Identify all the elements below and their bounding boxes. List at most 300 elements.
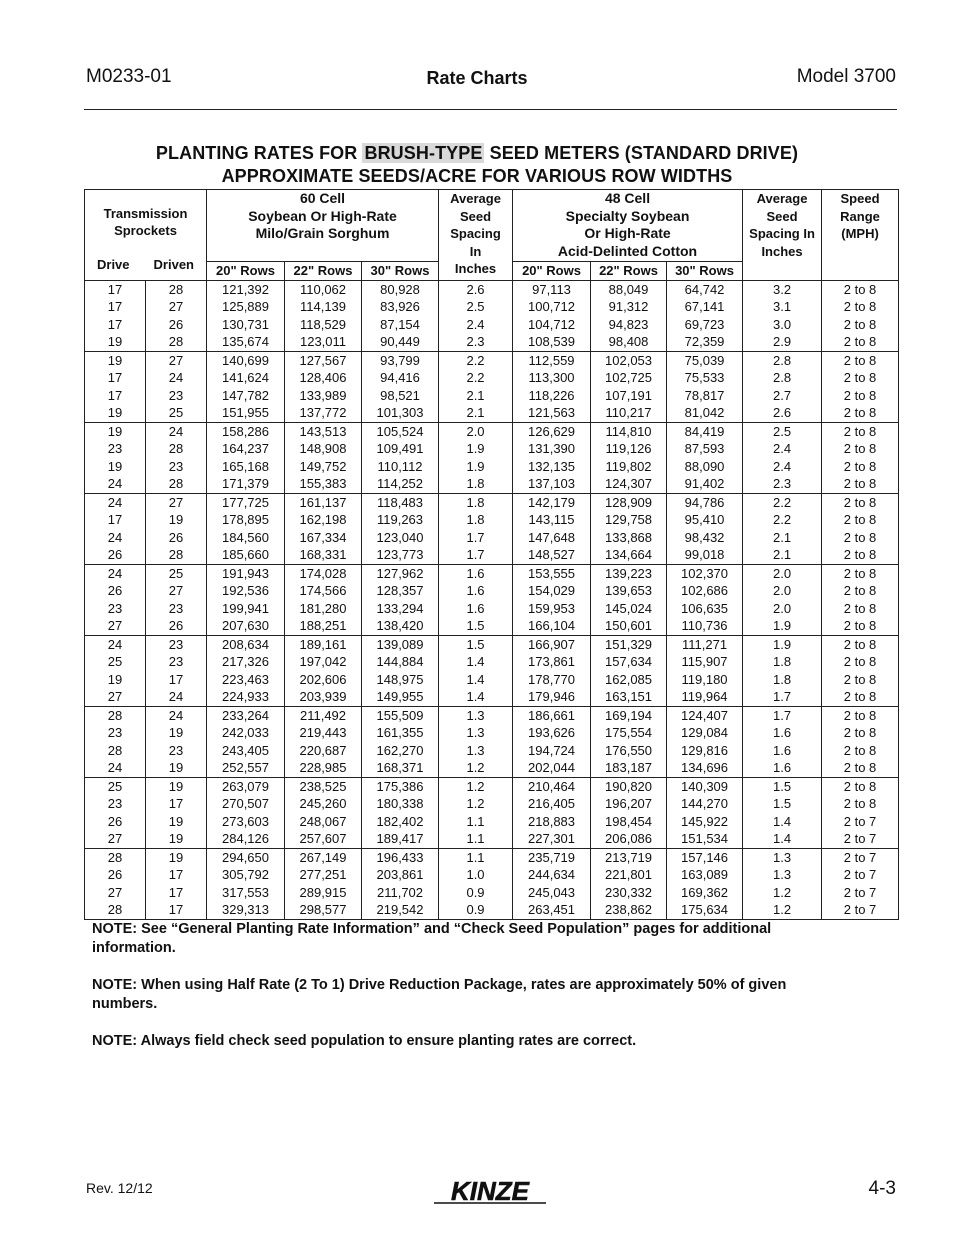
table-cell: 203,939 [285,688,362,706]
table-cell: 102,686 [667,582,743,600]
table-cell: 118,226 [513,387,591,405]
table-cell: 108,539 [513,333,591,351]
table-cell: 69,723 [667,316,743,334]
table-cell: 1.9 [743,635,822,653]
table-cell: 171,379 [207,475,285,493]
table-cell: 191,943 [207,564,285,582]
table-cell: 105,524 [362,422,439,440]
rate-table-body [85,280,899,919]
table-cell: 1.2 [439,795,513,813]
table-cell: 218,883 [513,813,591,831]
table-cell: 90,449 [362,333,439,351]
table-cell: 1.6 [439,582,513,600]
table-row [85,511,899,529]
table-cell: 157,146 [667,848,743,866]
table-cell: 130,731 [207,316,285,334]
table-cell: 1.3 [743,866,822,884]
table-cell: 145,024 [591,600,667,618]
table-cell: 140,309 [667,777,743,795]
table-cell: 238,525 [285,777,362,795]
table-cell: 1.5 [439,617,513,635]
table-cell: 2 to 8 [822,635,899,653]
table-cell: 19 [85,671,146,689]
table-cell: 1.8 [743,671,822,689]
table-cell: 114,139 [285,298,362,316]
table-cell: 189,161 [285,635,362,653]
table-cell: 91,312 [591,298,667,316]
table-cell: 230,332 [591,884,667,902]
cell48-header: 48 Cell Specialty Soybean Or High-Rate Acid-Delinted Cotton [513,190,743,262]
table-cell: 25 [146,404,207,422]
table-cell: 2 to 8 [822,600,899,618]
table-cell: 220,687 [285,742,362,760]
table-cell: 123,773 [362,546,439,564]
table-cell: 121,392 [207,280,285,298]
cell60-header: 60 Cell Soybean Or High-Rate Milo/Grain Sorghum [207,190,439,262]
table-cell: 1.8 [439,511,513,529]
table-cell: 2.1 [439,387,513,405]
table-cell: 162,085 [591,671,667,689]
table-cell: 139,223 [591,564,667,582]
table-row [85,884,899,902]
table-cell: 3.0 [743,316,822,334]
table-cell: 1.0 [439,866,513,884]
table-row [85,529,899,547]
table-cell: 93,799 [362,351,439,369]
table-cell: 161,137 [285,493,362,511]
table-cell: 94,416 [362,369,439,387]
table-cell: 28 [85,706,146,724]
table-cell: 2 to 8 [822,617,899,635]
table-cell: 2 to 8 [822,333,899,351]
table-cell: 161,355 [362,724,439,742]
table-cell: 2 to 8 [822,546,899,564]
table-cell: 24 [146,706,207,724]
table-cell: 17 [146,901,207,919]
table-cell: 25 [85,777,146,795]
table-cell: 129,758 [591,511,667,529]
table-cell: 2 to 8 [822,422,899,440]
table-cell: 219,542 [362,901,439,919]
table-row [85,617,899,635]
table-cell: 110,112 [362,458,439,476]
table-cell: 23 [85,440,146,458]
table-cell: 1.2 [439,777,513,795]
table-cell: 248,067 [285,813,362,831]
table-cell: 284,126 [207,830,285,848]
col-60-22in: 22" Rows [285,262,362,281]
table-cell: 111,271 [667,635,743,653]
table-cell: 0.9 [439,884,513,902]
table-cell: 25 [146,564,207,582]
table-cell: 206,086 [591,830,667,848]
table-cell: 127,962 [362,564,439,582]
table-cell: 1.5 [439,635,513,653]
table-row [85,813,899,831]
table-cell: 102,053 [591,351,667,369]
table-cell: 88,049 [591,280,667,298]
table-cell: 1.4 [439,688,513,706]
table-cell: 139,089 [362,635,439,653]
table-row [85,671,899,689]
table-cell: 24 [146,422,207,440]
table-cell: 1.4 [439,671,513,689]
col-48-20in: 20" Rows [513,262,591,281]
table-cell: 192,536 [207,582,285,600]
table-cell: 2 to 8 [822,529,899,547]
table-cell: 203,861 [362,866,439,884]
table-row [85,688,899,706]
table-cell: 144,270 [667,795,743,813]
table-cell: 17 [146,884,207,902]
table-cell: 72,359 [667,333,743,351]
table-cell: 26 [146,316,207,334]
avg-spacing-header-60: Average Seed Spacing In Inches [439,190,513,281]
table-cell: 1.7 [743,688,822,706]
table-cell: 2 to 8 [822,298,899,316]
table-cell: 119,964 [667,688,743,706]
table-cell: 185,660 [207,546,285,564]
table-cell: 129,084 [667,724,743,742]
table-row [85,458,899,476]
table-cell: 1.6 [743,724,822,742]
table-cell: 2 to 8 [822,280,899,298]
table-cell: 133,989 [285,387,362,405]
table-cell: 263,079 [207,777,285,795]
table-cell: 64,742 [667,280,743,298]
table-cell: 242,033 [207,724,285,742]
table-cell: 257,607 [285,830,362,848]
table-cell: 164,237 [207,440,285,458]
kinze-logo [430,1176,550,1206]
table-cell: 211,702 [362,884,439,902]
table-cell: 101,303 [362,404,439,422]
table-row [85,635,899,653]
table-cell: 177,725 [207,493,285,511]
driven-header: Driven [153,256,194,272]
table-cell: 1.2 [439,759,513,777]
table-cell: 149,955 [362,688,439,706]
table-cell: 2.2 [439,351,513,369]
table-cell: 1.8 [439,475,513,493]
table-cell: 154,029 [513,582,591,600]
table-cell: 193,626 [513,724,591,742]
table-cell: 141,624 [207,369,285,387]
table-cell: 19 [146,724,207,742]
col-60-30in: 30" Rows [362,262,439,281]
table-cell: 1.1 [439,848,513,866]
table-row [85,742,899,760]
table-cell: 26 [85,582,146,600]
table-cell: 221,801 [591,866,667,884]
table-cell: 110,736 [667,617,743,635]
table-cell: 329,313 [207,901,285,919]
table-cell: 135,674 [207,333,285,351]
table-cell: 1.9 [743,617,822,635]
table-row [85,316,899,334]
table-cell: 19 [85,404,146,422]
table-row [85,795,899,813]
table-cell: 224,933 [207,688,285,706]
table-cell: 196,207 [591,795,667,813]
table-cell: 245,260 [285,795,362,813]
table-cell: 1.3 [439,724,513,742]
table-cell: 183,187 [591,759,667,777]
table-cell: 2 to 7 [822,866,899,884]
table-cell: 2 to 8 [822,688,899,706]
table-cell: 83,926 [362,298,439,316]
table-cell: 26 [146,529,207,547]
table-cell: 98,408 [591,333,667,351]
table-cell: 128,357 [362,582,439,600]
table-cell: 0.9 [439,901,513,919]
table-cell: 2.0 [439,422,513,440]
table-cell: 23 [85,795,146,813]
doc-number: M0233-01 [86,66,172,87]
table-cell: 78,817 [667,387,743,405]
table-cell: 148,908 [285,440,362,458]
table-cell: 190,820 [591,777,667,795]
table-row [85,369,899,387]
table-cell: 24 [85,635,146,653]
table-cell: 147,648 [513,529,591,547]
table-cell: 175,386 [362,777,439,795]
table-cell: 1.6 [439,564,513,582]
table-cell: 202,044 [513,759,591,777]
table-cell: 94,823 [591,316,667,334]
table-cell: 17 [85,316,146,334]
table-cell: 143,115 [513,511,591,529]
table-row [85,387,899,405]
table-cell: 139,653 [591,582,667,600]
table-row [85,582,899,600]
table-row [85,866,899,884]
table-cell: 2 to 8 [822,795,899,813]
note-general: NOTE: See “General Planting Rate Information” and “Check Seed Population” pages for additional information. [92,921,772,956]
table-cell: 2 to 8 [822,724,899,742]
table-cell: 176,550 [591,742,667,760]
table-cell: 118,483 [362,493,439,511]
table-cell: 28 [146,440,207,458]
table-cell: 1.7 [743,706,822,724]
table-cell: 167,334 [285,529,362,547]
table-cell: 2.6 [743,404,822,422]
table-cell: 189,417 [362,830,439,848]
table-cell: 104,712 [513,316,591,334]
table-cell: 27 [146,582,207,600]
drive-header: Drive [97,256,130,272]
table-cell: 17 [85,387,146,405]
table-cell: 217,326 [207,653,285,671]
table-cell: 75,039 [667,351,743,369]
table-cell: 24 [85,564,146,582]
table-cell: 24 [85,475,146,493]
table-cell: 23 [146,742,207,760]
table-cell: 2.4 [743,440,822,458]
table-cell: 1.4 [743,813,822,831]
table-cell: 180,338 [362,795,439,813]
table-cell: 140,699 [207,351,285,369]
table-row [85,724,899,742]
table-row [85,351,899,369]
table-cell: 157,634 [591,653,667,671]
table-cell: 244,634 [513,866,591,884]
table-cell: 235,719 [513,848,591,866]
table-cell: 17 [146,671,207,689]
table-cell: 2 to 7 [822,901,899,919]
table-cell: 102,370 [667,564,743,582]
table-cell: 131,390 [513,440,591,458]
table-row [85,298,899,316]
table-cell: 2 to 8 [822,671,899,689]
table-cell: 23 [146,600,207,618]
table-cell: 98,521 [362,387,439,405]
table-cell: 2.2 [743,511,822,529]
table-cell: 2.8 [743,351,822,369]
table-cell: 1.2 [743,884,822,902]
col-48-30in: 30" Rows [667,262,743,281]
transmission-sprockets-header: Transmission Sprockets Drive Driven [85,190,207,281]
table-cell: 150,601 [591,617,667,635]
note-field-check: NOTE: Always field check seed population to ensure planting rates are correct. [92,1033,637,1049]
table-cell: 19 [146,511,207,529]
table-cell: 102,725 [591,369,667,387]
table-cell: 267,149 [285,848,362,866]
table-cell: 147,782 [207,387,285,405]
brush-type-highlight: BRUSH-TYPE [364,143,483,163]
table-cell: 24 [85,529,146,547]
table-cell: 213,719 [591,848,667,866]
table-cell: 26 [85,866,146,884]
table-cell: 1.1 [439,813,513,831]
table-cell: 194,724 [513,742,591,760]
table-cell: 1.1 [439,830,513,848]
table-cell: 148,527 [513,546,591,564]
table-cell: 109,491 [362,440,439,458]
table-cell: 23 [146,653,207,671]
table-cell: 175,634 [667,901,743,919]
table-cell: 243,405 [207,742,285,760]
table-cell: 123,011 [285,333,362,351]
table-cell: 114,810 [591,422,667,440]
table-cell: 98,432 [667,529,743,547]
table-cell: 174,028 [285,564,362,582]
table-cell: 186,661 [513,706,591,724]
table-cell: 208,634 [207,635,285,653]
table-cell: 17 [85,369,146,387]
table-cell: 219,443 [285,724,362,742]
table-cell: 17 [146,795,207,813]
planting-rate-table [84,189,899,920]
table-cell: 81,042 [667,404,743,422]
table-cell: 91,402 [667,475,743,493]
table-cell: 19 [85,351,146,369]
table-cell: 133,868 [591,529,667,547]
table-row [85,706,899,724]
table-cell: 137,103 [513,475,591,493]
table-cell: 26 [85,546,146,564]
table-cell: 1.3 [743,848,822,866]
table-cell: 27 [146,298,207,316]
table-cell: 124,307 [591,475,667,493]
table-cell: 252,557 [207,759,285,777]
table-cell: 127,567 [285,351,362,369]
table-cell: 129,816 [667,742,743,760]
table-cell: 2.1 [439,404,513,422]
table-cell: 119,180 [667,671,743,689]
table-cell: 2.3 [439,333,513,351]
table-row [85,653,899,671]
table-cell: 2 to 8 [822,351,899,369]
table-cell: 23 [85,724,146,742]
model-name: Model 3700 [796,66,896,87]
chart-title-line2: APPROXIMATE SEEDS/ACRE FOR VARIOUS ROW WIDTHS [221,166,733,186]
table-row [85,901,899,919]
table-cell: 112,559 [513,351,591,369]
table-cell: 17 [85,511,146,529]
table-cell: 106,635 [667,600,743,618]
table-cell: 2 to 8 [822,777,899,795]
table-cell: 168,331 [285,546,362,564]
table-cell: 1.6 [439,600,513,618]
table-cell: 1.6 [743,759,822,777]
table-cell: 163,151 [591,688,667,706]
table-cell: 19 [85,458,146,476]
note-half-rate: NOTE: When using Half Rate (2 To 1) Drive Reduction Package, rates are approximately 50% of given numbers. [92,977,787,1012]
col-60-20in: 20" Rows [207,262,285,281]
table-cell: 210,464 [513,777,591,795]
table-cell: 128,406 [285,369,362,387]
table-cell: 2 to 8 [822,706,899,724]
table-cell: 1.5 [743,795,822,813]
table-cell: 178,895 [207,511,285,529]
table-cell: 1.7 [439,546,513,564]
table-cell: 181,280 [285,600,362,618]
table-cell: 142,179 [513,493,591,511]
table-cell: 182,402 [362,813,439,831]
table-cell: 1.8 [743,653,822,671]
table-cell: 207,630 [207,617,285,635]
table-cell: 2 to 8 [822,582,899,600]
table-cell: 294,650 [207,848,285,866]
table-row [85,848,899,866]
table-cell: 119,126 [591,440,667,458]
table-cell: 75,533 [667,369,743,387]
table-cell: 2.5 [743,422,822,440]
table-cell: 128,909 [591,493,667,511]
speed-range-header: Speed Range (MPH) [822,190,899,281]
table-cell: 2 to 7 [822,830,899,848]
revision-label: Rev. 12/12 [86,1180,153,1196]
table-cell: 174,566 [285,582,362,600]
table-row [85,830,899,848]
table-cell: 317,553 [207,884,285,902]
table-row [85,759,899,777]
svg-text:KINZE: KINZE [451,1176,529,1206]
table-cell: 277,251 [285,866,362,884]
table-cell: 188,251 [285,617,362,635]
table-cell: 23 [146,458,207,476]
page-number: 4-3 [868,1178,896,1199]
table-cell: 1.3 [439,742,513,760]
table-cell: 27 [146,351,207,369]
table-cell: 270,507 [207,795,285,813]
table-cell: 24 [146,688,207,706]
table-cell: 24 [146,369,207,387]
table-cell: 28 [85,848,146,866]
table-cell: 114,252 [362,475,439,493]
table-row [85,404,899,422]
